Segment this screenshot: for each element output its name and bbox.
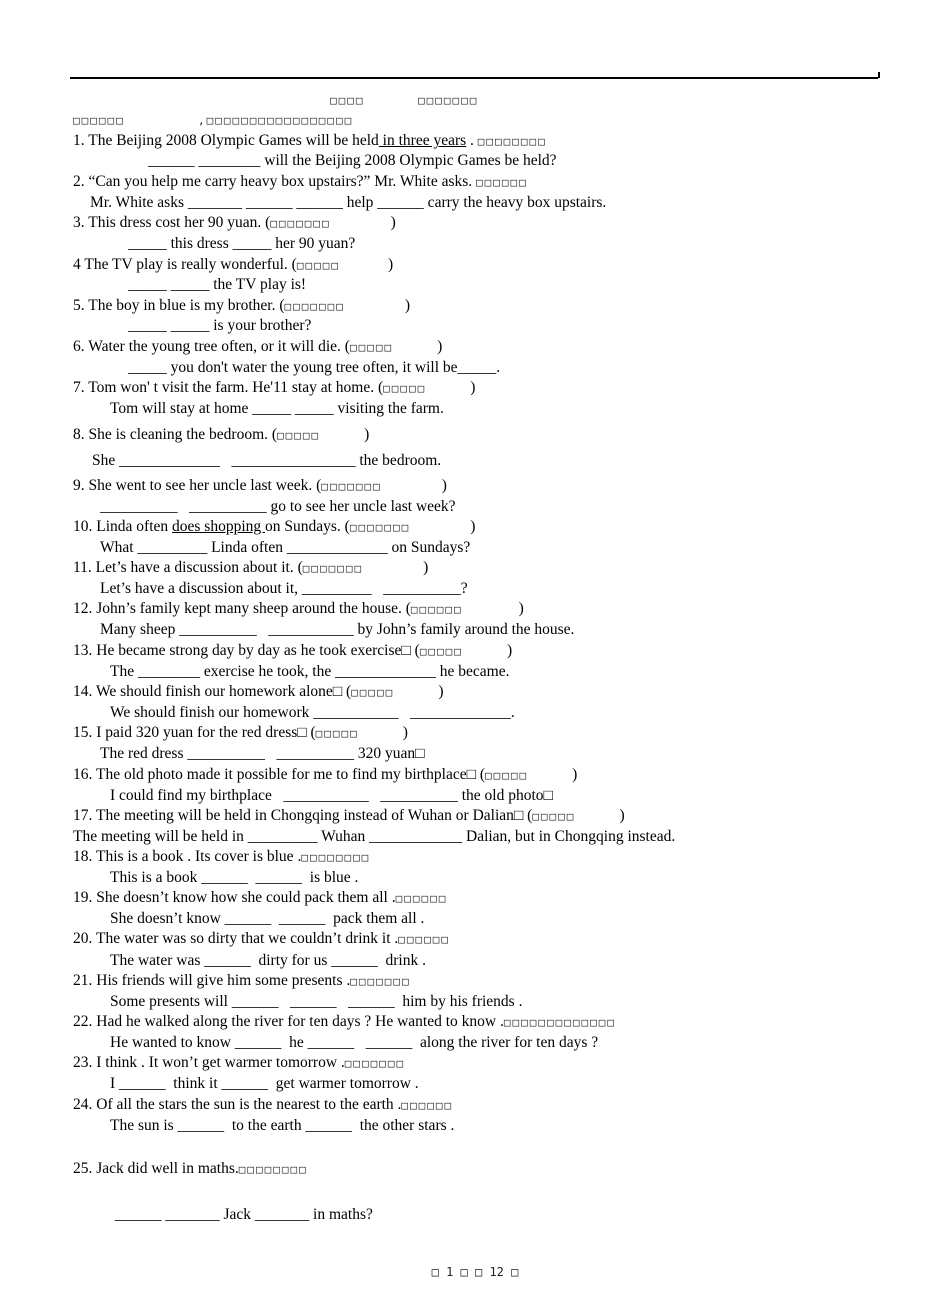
hint: □□□□□□□ bbox=[270, 217, 331, 230]
question-18: 18. This is a book . Its cover is blue .□□□□□□□□ bbox=[73, 848, 371, 865]
hint: □□□□□ bbox=[351, 686, 395, 699]
instruction-b: ,□□□□□□□□□□□□□□□□□ bbox=[198, 114, 354, 127]
question-14: 14. We should finish our homework alone□ (□□□□□ ) bbox=[73, 683, 444, 700]
question-11: 11. Let’s have a discussion about it. (□□□□□□□ ) bbox=[73, 559, 429, 576]
answer-24: The sun is ______ to the earth ______ the other stars . bbox=[110, 1117, 455, 1134]
answer-15: The red dress __________ __________ 320 yuan□ bbox=[100, 745, 425, 762]
hint: □□□□□□□ bbox=[350, 975, 411, 988]
question-5: 5. The boy in blue is my brother. (□□□□□□□ ) bbox=[73, 297, 411, 314]
answer-1: ______ ________ will the Beijing 2008 Olympic Games be held? bbox=[148, 152, 557, 169]
question-8: 8. She is cleaning the bedroom. (□□□□□ ) bbox=[73, 426, 370, 443]
question-7: 7. Tom won' t visit the farm. He'11 stay at home. (□□□□□ ) bbox=[73, 379, 476, 396]
hint: □□□□□ bbox=[532, 810, 576, 823]
answer-12: Many sheep __________ ___________ by John’s family around the house. bbox=[100, 621, 575, 638]
hint: □□□□□□□ bbox=[349, 521, 411, 534]
answer-25: ______ _______ Jack _______ in maths? bbox=[115, 1206, 373, 1223]
answer-19: She doesn’t know ______ ______ pack them all . bbox=[110, 910, 425, 927]
hint: □□□□□ bbox=[485, 769, 529, 782]
answer-10: What _________ Linda often _____________ on Sundays? bbox=[100, 539, 471, 556]
question-2: 2. “Can you help me carry heavy box upstairs?” Mr. White asks. □□□□□□ bbox=[73, 173, 528, 190]
answer-3: _____ this dress _____ her 90 yuan? bbox=[128, 235, 356, 252]
question-4: 4 The TV play is really wonderful. (□□□□□ ) bbox=[73, 256, 394, 273]
question-23: 23. I think . It won’t get warmer tomorrow .□□□□□□□ bbox=[73, 1054, 406, 1071]
hint: □□□□□□□□ bbox=[477, 135, 547, 148]
answer-21: Some presents will ______ ______ ______ him by his friends . bbox=[110, 993, 523, 1010]
hint: □□□□□□□ bbox=[321, 480, 382, 493]
top-rule bbox=[70, 77, 878, 79]
answer-22: He wanted to know ______ he ______ ______ along the river for ten days ? bbox=[110, 1034, 599, 1051]
answer-9: __________ __________ go to see her uncle last week? bbox=[100, 498, 456, 515]
question-21: 21. His friends will give him some presents .□□□□□□□ bbox=[73, 972, 411, 989]
hint: □□□□□□ bbox=[401, 1099, 454, 1112]
question-22: 22. Had he walked along the river for ten days ? He wanted to know .□□□□□□□□□□□□□ bbox=[73, 1013, 616, 1030]
answer-7: Tom will stay at home _____ _____ visiting the farm. bbox=[110, 400, 444, 417]
question-9: 9. She went to see her uncle last week. (□□□□□□□ ) bbox=[73, 477, 447, 494]
page-title-a: □□□□ bbox=[330, 94, 365, 107]
hint: □□□□□ bbox=[383, 382, 427, 395]
hint: □□□□□□ bbox=[398, 933, 451, 946]
hint: □□□□□ bbox=[315, 727, 359, 740]
answer-23: I ______ think it ______ get warmer tomorrow . bbox=[110, 1075, 419, 1092]
page-title-b: □□□□□□□ bbox=[418, 94, 479, 107]
answer-20: The water was ______ dirty for us ______ drink . bbox=[110, 952, 426, 969]
answer-6: _____ you don't water the young tree often, it will be_____. bbox=[128, 359, 501, 376]
hint: □□□□□ bbox=[349, 341, 394, 354]
hint: □□□□□□ bbox=[476, 176, 528, 189]
hint: □□□□□□ bbox=[395, 892, 448, 905]
question-12: 12. John’s family kept many sheep around the house. (□□□□□□ ) bbox=[73, 600, 524, 617]
answer-16: I could find my birthplace ___________ __________ the old photo□ bbox=[110, 787, 553, 804]
answer-13: The ________ exercise he took, the _____________ he became. bbox=[110, 663, 510, 680]
question-15: 15. I paid 320 yuan for the red dress□ (□□□□□ ) bbox=[73, 724, 408, 741]
hint: □□□□□□□□ bbox=[301, 851, 371, 864]
hint: □□□□□ bbox=[277, 429, 321, 442]
underlined-phrase: does shopping bbox=[172, 518, 266, 535]
question-10: 10. Linda often does shopping on Sundays. (□□□□□□□ ) bbox=[73, 518, 476, 535]
top-rule-mark bbox=[878, 72, 880, 78]
answer-8: She _____________ ________________ the bedroom. bbox=[92, 452, 442, 469]
question-19: 19. She doesn’t know how she could pack them all .□□□□□□ bbox=[73, 889, 448, 906]
page-number: □ 1 □ □ 12 □ bbox=[431, 1265, 519, 1279]
question-3: 3. This dress cost her 90 yuan. (□□□□□□□ ) bbox=[73, 214, 396, 231]
answer-11: Let’s have a discussion about it, _________ __________? bbox=[100, 580, 468, 597]
hint: □□□□□□□ bbox=[344, 1057, 406, 1070]
question-6: 6. Water the young tree often, or it will die. (□□□□□ ) bbox=[73, 338, 443, 355]
answer-14: We should finish our homework ___________ _____________. bbox=[110, 704, 515, 721]
question-13: 13. He became strong day by day as he took exercise□ (□□□□□ ) bbox=[73, 642, 513, 659]
underlined-phrase: in three years bbox=[378, 132, 467, 149]
question-24: 24. Of all the stars the sun is the nearest to the earth .□□□□□□ bbox=[73, 1096, 454, 1113]
question-25: 25. Jack did well in maths.□□□□□□□□ bbox=[73, 1160, 308, 1177]
question-20: 20. The water was so dirty that we couldn’t drink it .□□□□□□ bbox=[73, 930, 451, 947]
hint: □□□□□□ bbox=[410, 603, 463, 616]
question-1: 1. The Beijing 2008 Olympic Games will be held in three years . □□□□□□□□ bbox=[73, 132, 547, 149]
hint: □□□□□□□ bbox=[284, 300, 345, 313]
answer-5: _____ _____ is your brother? bbox=[128, 317, 312, 334]
answer-4: _____ _____ the TV play is! bbox=[128, 276, 307, 293]
answer-17: The meeting will be held in _________ Wuhan ____________ Dalian, but in Chongqing instead. bbox=[73, 828, 676, 845]
question-17: 17. The meeting will be held in Chongqing instead of Wuhan or Dalian□ (□□□□□ ) bbox=[73, 807, 625, 824]
answer-18: This is a book ______ ______ is blue . bbox=[110, 869, 359, 886]
answer-2: Mr. White asks _______ ______ ______ help ______ carry the heavy box upstairs. bbox=[90, 194, 607, 211]
hint: □□□□□ bbox=[419, 645, 463, 658]
hint: □□□□□□□ bbox=[302, 562, 364, 575]
hint: □□□□□□□□□□□□□ bbox=[503, 1016, 616, 1029]
question-16: 16. The old photo made it possible for me to find my birthplace□ (□□□□□ ) bbox=[73, 766, 578, 783]
hint: □□□□□ bbox=[296, 259, 340, 272]
instruction-a: □□□□□□ bbox=[73, 114, 125, 127]
hint: □□□□□□□□ bbox=[238, 1163, 308, 1176]
